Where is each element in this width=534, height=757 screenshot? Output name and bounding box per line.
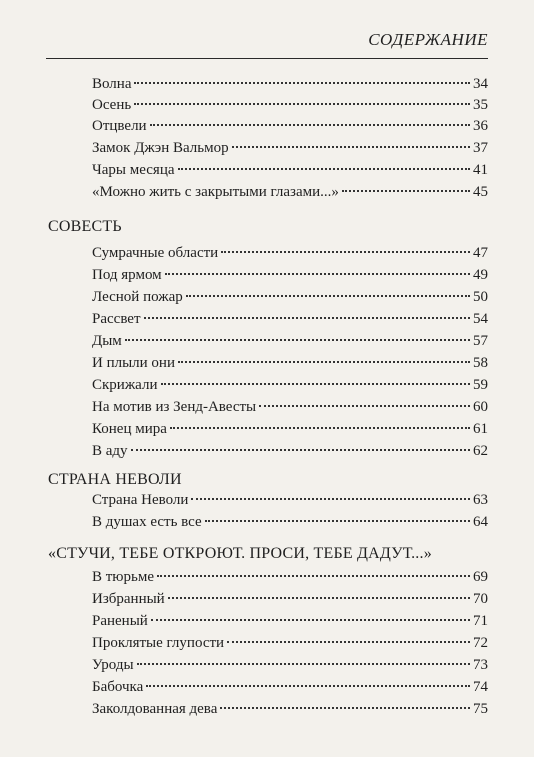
toc-leader (125, 339, 470, 341)
toc-page-number: 35 (473, 97, 488, 113)
toc-leader (144, 317, 470, 319)
toc-page-number: 50 (473, 289, 488, 305)
toc-entry-title: Бабочка (92, 679, 144, 695)
toc-page-number: 71 (473, 613, 488, 629)
toc-leader (157, 575, 470, 577)
toc-entry[interactable] (92, 514, 488, 534)
toc-leader (220, 707, 470, 709)
toc-entry-title: И плыли они (92, 355, 175, 371)
toc-leader (259, 405, 470, 407)
toc-page-number: 45 (473, 184, 488, 200)
toc-entry[interactable] (92, 118, 488, 138)
toc-leader (134, 82, 470, 84)
toc-entry[interactable] (92, 591, 488, 611)
section-title-strana-nevoli: СТРАНА НЕВОЛИ (48, 471, 182, 488)
toc-page-number: 73 (473, 657, 488, 673)
section-title-sovest: СОВЕСТЬ (48, 218, 122, 235)
toc-leader (150, 124, 470, 126)
toc-page-number: 72 (473, 635, 488, 651)
toc-entry-title: В аду (92, 443, 128, 459)
toc-page-number: 74 (473, 679, 488, 695)
toc-page-number: 61 (473, 421, 488, 437)
toc-entry-title: Чары месяца (92, 162, 175, 178)
toc-page-number: 57 (473, 333, 488, 349)
toc-leader (165, 273, 470, 275)
toc-page-number: 49 (473, 267, 488, 283)
toc-page-number: 54 (473, 311, 488, 327)
toc-entry[interactable] (92, 333, 488, 353)
toc-entry[interactable] (92, 492, 488, 512)
toc-entry[interactable] (92, 267, 488, 287)
toc-entry-title: Заколдованная дева (92, 701, 218, 717)
toc-leader (178, 361, 470, 363)
toc-page-number: 36 (473, 118, 488, 134)
toc-entry-title: Проклятые глупости (92, 635, 225, 651)
toc-leader (168, 597, 470, 599)
toc-entry-title: Избранный (92, 591, 165, 607)
toc-entry-title: Осень (92, 97, 132, 113)
toc-entry[interactable] (92, 569, 488, 589)
toc-entry[interactable] (92, 245, 488, 265)
toc-page-number: 69 (473, 569, 488, 585)
toc-entry[interactable] (92, 162, 488, 182)
toc-page-number: 34 (473, 76, 488, 92)
toc-entry-title: Скрижали (92, 377, 158, 393)
toc-entry-title: Замок Джэн Вальмор (92, 140, 229, 156)
toc-entry[interactable] (92, 613, 488, 633)
toc-leader (205, 520, 470, 522)
toc-leader (137, 663, 470, 665)
toc-leader (227, 641, 470, 643)
toc-leader (186, 295, 470, 297)
toc-entry[interactable] (92, 635, 488, 655)
toc-entry-title: В тюрьме (92, 569, 155, 585)
toc-leader (131, 449, 470, 451)
toc-entry[interactable] (92, 657, 488, 677)
toc-page-number: 59 (473, 377, 488, 393)
toc-leader (161, 383, 471, 385)
toc-leader (134, 103, 470, 105)
toc-entry-title: Уроды (92, 657, 134, 673)
toc-entry-title: В душах есть все (92, 514, 202, 530)
toc-page-number: 41 (473, 162, 488, 178)
toc-leader (178, 168, 471, 170)
toc-page-number: 63 (473, 492, 488, 508)
toc-entry-title: Раненый (92, 613, 148, 629)
toc-entry-title: «Можно жить с закрытыми глазами...» (92, 184, 339, 200)
toc-entry[interactable] (92, 679, 488, 699)
toc-page-number: 58 (473, 355, 488, 371)
toc-entry[interactable] (92, 97, 488, 117)
toc-leader (342, 190, 470, 192)
header-rule (46, 58, 488, 59)
toc-entry-title: Рассвет (92, 311, 141, 327)
toc-entry[interactable] (92, 184, 488, 204)
toc-page-number: 70 (473, 591, 488, 607)
toc-entry-title: Под ярмом (92, 267, 162, 283)
toc-page-number: 62 (473, 443, 488, 459)
toc-page-number: 37 (473, 140, 488, 156)
toc-entry[interactable] (92, 443, 488, 463)
toc-entry-title: Волна (92, 76, 132, 92)
toc-page-number: 75 (473, 701, 488, 717)
toc-leader (232, 146, 470, 148)
toc-page-number: 60 (473, 399, 488, 415)
toc-entry[interactable] (92, 289, 488, 309)
toc-entry-title: Конец мира (92, 421, 167, 437)
toc-entry[interactable] (92, 355, 488, 375)
toc-entry-title: Отцвели (92, 118, 147, 134)
toc-entry-title: Лесной пожар (92, 289, 183, 305)
toc-entry[interactable] (92, 701, 488, 721)
section-title-stuchi: «СТУЧИ, ТЕБЕ ОТКРОЮТ. ПРОСИ, ТЕБЕ ДАДУТ...» (48, 545, 432, 562)
toc-page-number: 64 (473, 514, 488, 530)
page-title: СОДЕРЖАНИЕ (368, 30, 488, 49)
toc-leader (146, 685, 470, 687)
toc-leader (170, 427, 470, 429)
toc-entry[interactable] (92, 421, 488, 441)
toc-leader (151, 619, 470, 621)
toc-entry-title: Страна Неволи (92, 492, 189, 508)
toc-entry[interactable] (92, 140, 488, 160)
toc-entry[interactable] (92, 399, 488, 419)
toc-entry-title: Дым (92, 333, 122, 349)
toc-entry-title: Сумрачные области (92, 245, 219, 261)
toc-page-number: 47 (473, 245, 488, 261)
toc-entry[interactable] (92, 377, 488, 397)
toc-leader (221, 251, 470, 253)
toc-entry-title: На мотив из Зенд-Авесты (92, 399, 257, 415)
toc-entry[interactable] (92, 311, 488, 331)
running-header (0, 0, 534, 70)
toc-entry[interactable] (92, 76, 488, 96)
toc-leader (191, 498, 470, 500)
